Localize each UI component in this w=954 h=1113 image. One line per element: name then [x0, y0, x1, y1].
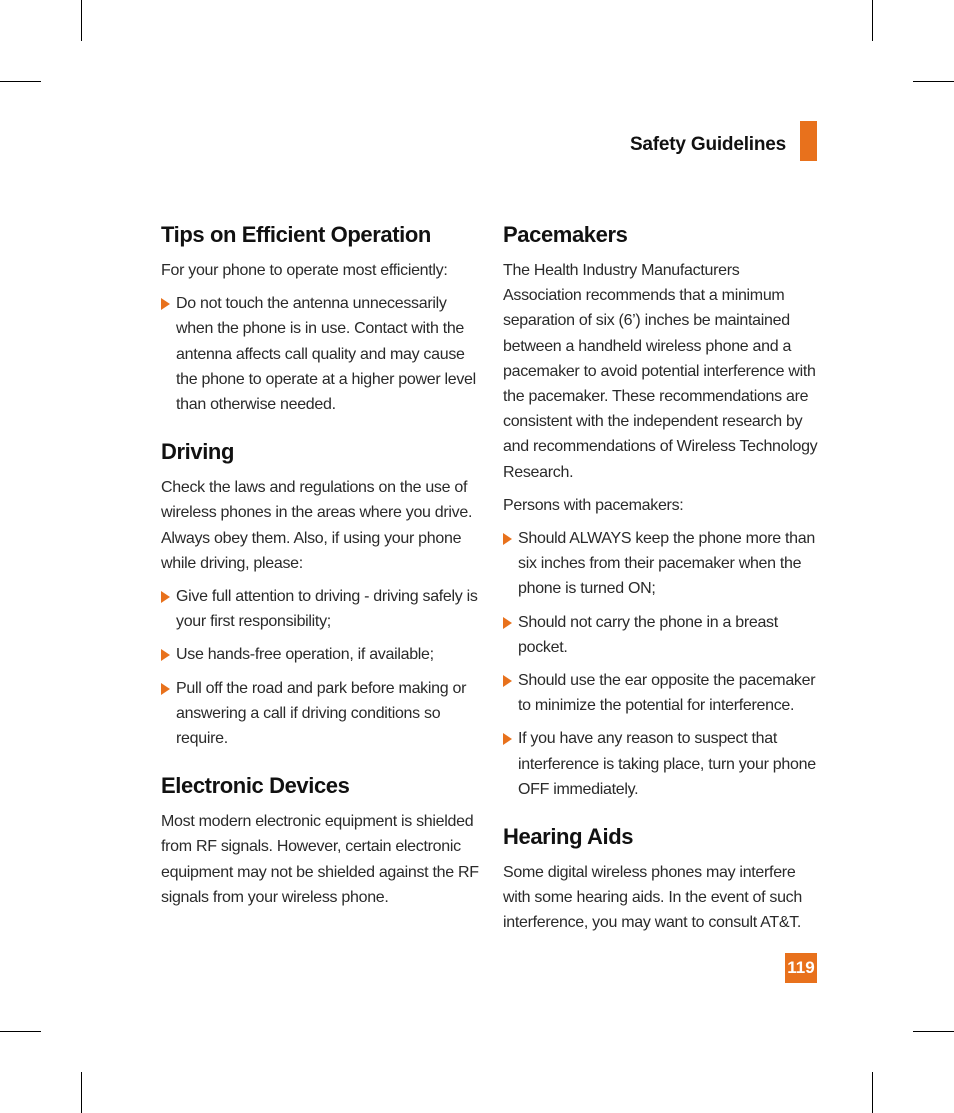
list-item-text: Should not carry the phone in a breast pocket. — [518, 613, 778, 656]
list-item-text: Give full attention to driving - driving safely is your first responsibility; — [176, 588, 478, 631]
electronic-devices-heading: Electronic Devices — [161, 773, 350, 799]
left-column — [161, 220, 479, 930]
crop-mark-bottom-left-v — [81, 1072, 82, 1113]
electronic-devices-section — [161, 771, 479, 910]
triangle-bullet-icon — [161, 649, 170, 661]
crop-mark-top-left-h — [0, 81, 41, 82]
page-number: 119 — [785, 953, 817, 983]
driving-bullet-list — [161, 584, 479, 751]
list-item — [161, 676, 479, 752]
crop-mark-top-right-v — [872, 0, 873, 41]
list-item-text: Use hands-free operation, if available; — [176, 646, 434, 664]
right-column — [503, 220, 821, 956]
list-item-text: Do not touch the antenna unnecessarily when the phone is in use. Contact with the antenna affects call quality and may cause the phone to operate at a higher power level than otherwise needed. — [176, 295, 476, 414]
header-accent-bar — [800, 121, 817, 161]
crop-mark-bottom-right-v — [872, 1072, 873, 1113]
triangle-bullet-icon — [161, 298, 170, 310]
list-item — [161, 642, 479, 667]
list-item-text: Should use the ear opposite the pacemaker to minimize the potential for interference. — [518, 672, 816, 715]
driving-heading: Driving — [161, 439, 234, 465]
list-item — [503, 726, 821, 802]
tips-intro: For your phone to operate most efficiently: — [161, 262, 448, 279]
list-item-text: Should ALWAYS keep the phone more than six inches from their pacemaker when the phone is turned ON; — [518, 530, 815, 598]
triangle-bullet-icon — [161, 591, 170, 603]
crop-mark-bottom-right-h — [913, 1031, 954, 1032]
list-item — [503, 668, 821, 718]
tips-section — [161, 220, 479, 417]
section-header-title: Safety Guidelines — [629, 134, 786, 155]
list-item — [161, 584, 479, 634]
list-item — [503, 610, 821, 660]
triangle-bullet-icon — [161, 683, 170, 695]
pacemakers-heading: Pacemakers — [503, 222, 628, 247]
list-item-text: Pull off the road and park before making or answering a call if driving conditions so require. — [176, 679, 467, 748]
list-item — [503, 526, 821, 602]
triangle-bullet-icon — [503, 617, 512, 629]
triangle-bullet-icon — [503, 675, 512, 687]
tips-bullet-list — [161, 291, 479, 417]
hearing-aids-heading: Hearing Aids — [503, 824, 634, 850]
triangle-bullet-icon — [503, 733, 512, 745]
driving-intro: Check the laws and regulations on the use of wireless phones in the areas where you drive. Always obey them. Also, if using your phone while driving, please: — [161, 479, 473, 572]
crop-mark-top-right-h — [913, 81, 954, 82]
electronic-devices-body: Most modern electronic equipment is shielded from RF signals. However, certain electronic equipment may not be shielded against the RF signals from your wireless phone. — [161, 813, 479, 906]
driving-section — [161, 437, 479, 751]
list-item — [161, 291, 479, 417]
hearing-aids-body: Some digital wireless phones may interfere with some hearing aids. In the event of such interference, you may want to consult AT&T. — [503, 864, 802, 932]
pacemakers-body: The Health Industry Manufacturers Association recommends that a minimum separation of six (6’) inches be maintained between a handheld wireless phone and a pacemaker to avoid potential interference with the pacemaker. These recommendations are consistent with the independent research by and recommendations of Wireless Technology Research. — [503, 262, 818, 481]
crop-mark-top-left-v — [81, 0, 82, 41]
tips-heading: Tips on Efficient Operation — [161, 222, 431, 247]
hearing-aids-section — [503, 822, 821, 936]
pacemakers-bullet-list — [503, 526, 821, 802]
triangle-bullet-icon — [503, 533, 512, 545]
pacemakers-intro: Persons with pacemakers: — [503, 496, 684, 514]
crop-mark-bottom-left-h — [0, 1031, 41, 1032]
pacemakers-section — [503, 220, 821, 802]
list-item-text: If you have any reason to suspect that interference is taking place, turn your phone OFF immediately. — [518, 730, 816, 798]
